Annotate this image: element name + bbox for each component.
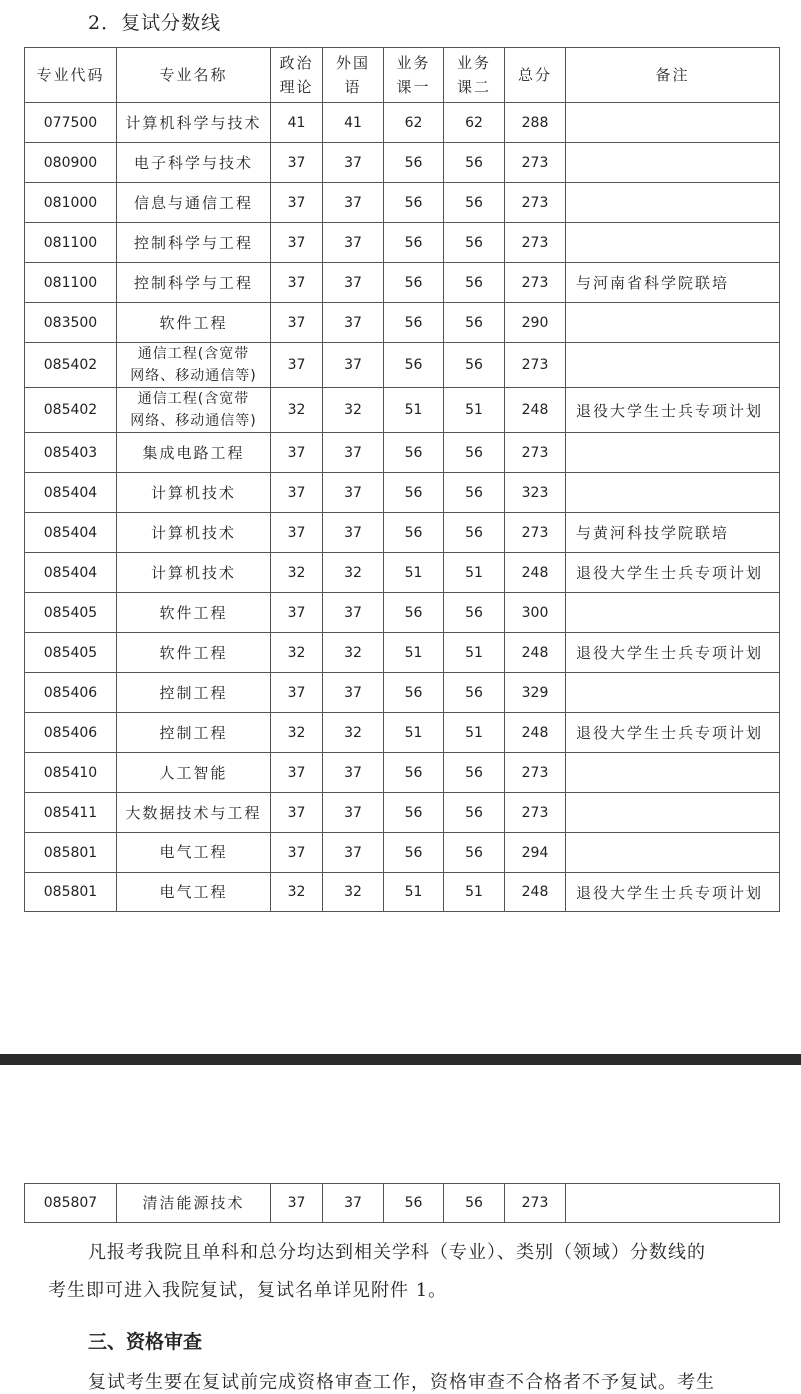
table-row [25,553,780,593]
foreign-language-score-cell: 37 [323,793,384,833]
header-remark: 备注 [566,48,780,103]
politics-score-cell: 37 [271,223,323,263]
review-paragraph-line1: 复试考生要在复试前完成资格审查工作，资格审查不合格者不予复试。考生 [88,1372,715,1393]
politics-score-cell: 37 [271,593,323,633]
section-title-qualification-review: 三、资格审查 [88,1331,203,1353]
course2-score-cell: 56 [444,143,505,183]
table-row [25,473,780,513]
foreign-language-score-cell: 37 [323,343,384,388]
foreign-language-score-cell: 32 [323,873,384,912]
header-name: 专业名称 [117,48,271,103]
code-cell: 085402 [25,343,117,388]
course2-score-cell: 56 [444,753,505,793]
name-cell: 计算机技术 [117,473,271,513]
total-score-cell: 290 [505,303,566,343]
course2-score-cell: 56 [444,1184,505,1223]
total-score-cell: 273 [505,263,566,303]
table-row [25,433,780,473]
remark-cell: 与河南省科学院联培 [566,263,780,303]
total-score-cell: 288 [505,103,566,143]
course1-score-cell: 56 [384,793,444,833]
remark-cell [566,223,780,263]
name-cell: 通信工程(含宽带 网络、移动通信等) [117,388,271,433]
remark-cell [566,143,780,183]
total-score-cell: 248 [505,553,566,593]
foreign-language-score-cell: 37 [323,143,384,183]
table-row [25,593,780,633]
name-cell: 计算机科学与技术 [117,103,271,143]
remark-cell: 退役大学生士兵专项计划 [566,713,780,753]
foreign-language-score-cell: 32 [323,388,384,433]
course1-score-cell: 56 [384,183,444,223]
course1-score-cell: 56 [384,343,444,388]
name-cell: 计算机技术 [117,513,271,553]
table-header-row [25,48,780,103]
total-score-cell: 273 [505,433,566,473]
foreign-language-score-cell: 32 [323,633,384,673]
name-cell: 电气工程 [117,833,271,873]
foreign-language-score-cell: 37 [323,673,384,713]
remark-cell: 退役大学生士兵专项计划 [566,553,780,593]
foreign-language-score-cell: 37 [323,513,384,553]
table-row [25,143,780,183]
code-cell: 085403 [25,433,117,473]
total-score-cell: 300 [505,593,566,633]
remark-cell [566,183,780,223]
remark-cell: 退役大学生士兵专项计划 [566,633,780,673]
course1-score-cell: 51 [384,633,444,673]
code-cell: 080900 [25,143,117,183]
name-cell: 电子科学与技术 [117,143,271,183]
code-cell: 085404 [25,473,117,513]
table-row [25,303,780,343]
name-cell: 大数据技术与工程 [117,793,271,833]
course1-score-cell: 56 [384,593,444,633]
name-cell: 软件工程 [117,633,271,673]
foreign-language-score-cell: 37 [323,303,384,343]
score-table-continued [24,1183,780,1223]
code-cell: 085402 [25,388,117,433]
politics-score-cell: 37 [271,303,323,343]
name-cell: 软件工程 [117,593,271,633]
course1-score-cell: 51 [384,553,444,593]
remark-cell [566,593,780,633]
total-score-cell: 294 [505,833,566,873]
table-row [25,513,780,553]
remark-cell: 退役大学生士兵专项计划 [566,873,780,912]
politics-score-cell: 37 [271,673,323,713]
course1-score-cell: 56 [384,833,444,873]
politics-score-cell: 37 [271,753,323,793]
code-cell: 085406 [25,713,117,753]
course2-score-cell: 56 [444,183,505,223]
foreign-language-score-cell: 37 [323,833,384,873]
total-score-cell: 273 [505,343,566,388]
remark-cell [566,1184,780,1223]
code-cell: 085404 [25,553,117,593]
course2-score-cell: 51 [444,873,505,912]
course1-score-cell: 56 [384,513,444,553]
table-row [25,833,780,873]
table-row [25,263,780,303]
table-row [25,873,780,912]
foreign-language-score-cell: 37 [323,183,384,223]
name-cell: 人工智能 [117,753,271,793]
name-cell: 电气工程 [117,873,271,912]
code-cell: 085410 [25,753,117,793]
total-score-cell: 273 [505,753,566,793]
total-score-cell: 248 [505,388,566,433]
course2-score-cell: 56 [444,303,505,343]
politics-score-cell: 32 [271,633,323,673]
name-cell: 控制科学与工程 [117,263,271,303]
foreign-language-score-cell: 41 [323,103,384,143]
course1-score-cell: 56 [384,143,444,183]
remark-cell [566,433,780,473]
foreign-language-score-cell: 32 [323,553,384,593]
code-cell: 083500 [25,303,117,343]
table-row [25,223,780,263]
politics-score-cell: 32 [271,713,323,753]
name-cell: 信息与通信工程 [117,183,271,223]
qualification-paragraph-line1: 凡报考我院且单科和总分均达到相关学科（专业）、类别（领域）分数线的 [88,1242,706,1263]
politics-score-cell: 32 [271,873,323,912]
politics-score-cell: 37 [271,473,323,513]
politics-score-cell: 37 [271,183,323,223]
name-cell: 清洁能源技术 [117,1184,271,1223]
header-course2: 业务 课二 [444,48,505,103]
code-cell: 085807 [25,1184,117,1223]
total-score-cell: 329 [505,673,566,713]
course1-score-cell: 56 [384,1184,444,1223]
course2-score-cell: 56 [444,263,505,303]
total-score-cell: 273 [505,793,566,833]
foreign-language-score-cell: 37 [323,473,384,513]
table-row [25,1184,780,1223]
course1-score-cell: 51 [384,713,444,753]
code-cell: 085405 [25,593,117,633]
table-row [25,183,780,223]
course2-score-cell: 51 [444,553,505,593]
total-score-cell: 273 [505,1184,566,1223]
foreign-language-score-cell: 37 [323,593,384,633]
course2-score-cell: 56 [444,593,505,633]
politics-score-cell: 41 [271,103,323,143]
table-row [25,388,780,433]
code-cell: 085406 [25,673,117,713]
section-heading: 2．复试分数线 [88,12,222,34]
name-cell: 通信工程(含宽带 网络、移动通信等) [117,343,271,388]
politics-score-cell: 37 [271,433,323,473]
politics-score-cell: 37 [271,343,323,388]
politics-score-cell: 37 [271,263,323,303]
course1-score-cell: 56 [384,433,444,473]
page-break-divider [0,1054,801,1065]
remark-cell [566,793,780,833]
score-table [24,47,780,912]
course2-score-cell: 56 [444,433,505,473]
course2-score-cell: 51 [444,388,505,433]
code-cell: 085411 [25,793,117,833]
total-score-cell: 273 [505,513,566,553]
remark-cell [566,753,780,793]
name-cell: 控制科学与工程 [117,223,271,263]
course2-score-cell: 51 [444,633,505,673]
course1-score-cell: 56 [384,673,444,713]
header-politics: 政治 理论 [271,48,323,103]
remark-cell [566,673,780,713]
course2-score-cell: 56 [444,343,505,388]
name-cell: 控制工程 [117,713,271,753]
table-row [25,103,780,143]
politics-score-cell: 37 [271,793,323,833]
course2-score-cell: 56 [444,473,505,513]
politics-score-cell: 37 [271,143,323,183]
foreign-language-score-cell: 32 [323,713,384,753]
total-score-cell: 248 [505,713,566,753]
politics-score-cell: 32 [271,553,323,593]
header-total: 总分 [505,48,566,103]
remark-cell [566,103,780,143]
name-cell: 计算机技术 [117,553,271,593]
code-cell: 085404 [25,513,117,553]
course2-score-cell: 56 [444,833,505,873]
total-score-cell: 248 [505,633,566,673]
total-score-cell: 273 [505,223,566,263]
total-score-cell: 273 [505,143,566,183]
total-score-cell: 323 [505,473,566,513]
table-row [25,343,780,388]
table-row [25,713,780,753]
politics-score-cell: 37 [271,833,323,873]
total-score-cell: 273 [505,183,566,223]
course2-score-cell: 51 [444,713,505,753]
name-cell: 软件工程 [117,303,271,343]
qualification-paragraph-line2: 考生即可进入我院复试，复试名单详见附件 1。 [48,1280,448,1301]
course2-score-cell: 56 [444,513,505,553]
course1-score-cell: 56 [384,263,444,303]
name-cell: 控制工程 [117,673,271,713]
name-cell: 集成电路工程 [117,433,271,473]
header-course1: 业务 课一 [384,48,444,103]
course1-score-cell: 51 [384,873,444,912]
foreign-language-score-cell: 37 [323,263,384,303]
course2-score-cell: 56 [444,223,505,263]
code-cell: 085405 [25,633,117,673]
code-cell: 077500 [25,103,117,143]
remark-cell [566,833,780,873]
remark-cell [566,343,780,388]
politics-score-cell: 32 [271,388,323,433]
course1-score-cell: 56 [384,223,444,263]
code-cell: 081000 [25,183,117,223]
remark-cell [566,303,780,343]
foreign-language-score-cell: 37 [323,1184,384,1223]
course2-score-cell: 56 [444,673,505,713]
course1-score-cell: 56 [384,303,444,343]
course1-score-cell: 51 [384,388,444,433]
code-cell: 081100 [25,263,117,303]
code-cell: 085801 [25,873,117,912]
course1-score-cell: 56 [384,473,444,513]
course1-score-cell: 62 [384,103,444,143]
remark-cell: 退役大学生士兵专项计划 [566,388,780,433]
remark-cell: 与黄河科技学院联培 [566,513,780,553]
politics-score-cell: 37 [271,513,323,553]
foreign-language-score-cell: 37 [323,433,384,473]
course2-score-cell: 62 [444,103,505,143]
foreign-language-score-cell: 37 [323,753,384,793]
table-row [25,753,780,793]
remark-cell [566,473,780,513]
course1-score-cell: 56 [384,753,444,793]
table-row [25,633,780,673]
header-code: 专业代码 [25,48,117,103]
table-row [25,793,780,833]
code-cell: 085801 [25,833,117,873]
foreign-language-score-cell: 37 [323,223,384,263]
header-foreign: 外国 语 [323,48,384,103]
code-cell: 081100 [25,223,117,263]
politics-score-cell: 37 [271,1184,323,1223]
total-score-cell: 248 [505,873,566,912]
table-row [25,673,780,713]
course2-score-cell: 56 [444,793,505,833]
